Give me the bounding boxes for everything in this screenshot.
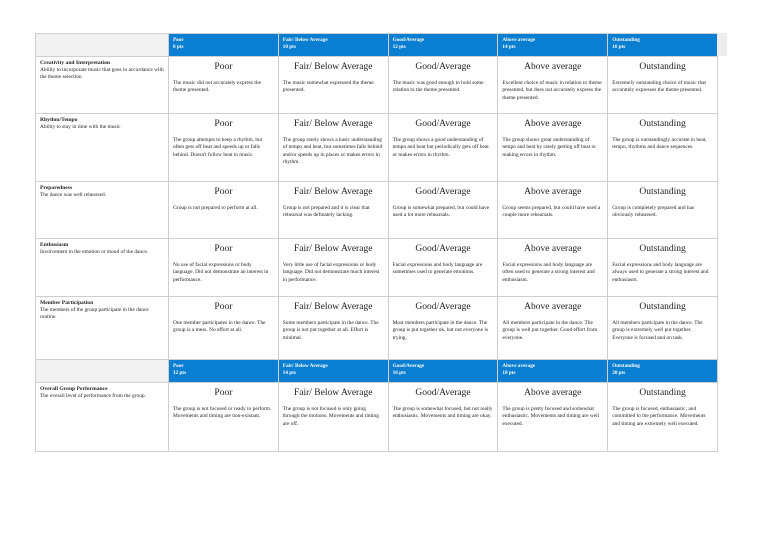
level-points: 8 pts xyxy=(173,44,184,50)
header-level-poor xyxy=(169,360,279,383)
rating-text: Facial expressions and body language are often used to generate a strong interest and enthusiasm. xyxy=(502,262,595,283)
header-row xyxy=(36,34,718,57)
criterion-title: Member Participation xyxy=(40,300,94,306)
criterion-cell xyxy=(36,182,169,239)
criterion-title: Preparedness xyxy=(40,185,73,191)
rating-level: Good/Average xyxy=(415,187,471,197)
rating-text: The music somewhat expressed the theme presented. xyxy=(282,80,374,94)
rating-text: Very little use of facial expressions or body language. Did not demonstrate much interest in performance. xyxy=(282,262,380,283)
criterion-title: Creativity and Interpretation xyxy=(40,60,111,66)
rating-cell xyxy=(498,114,608,182)
header-level-outstanding xyxy=(608,360,718,383)
rating-text: Group is not prepared and it is clear that rehearsal was definately lacking. xyxy=(282,205,370,219)
rating-text: The group rarely shows a basic understanding of tempo and beat, but sometimes falls behind and/or speeds up in places or makes errors in rhythm. xyxy=(282,137,383,166)
criterion-description: The members of the group participate in the dance routine. xyxy=(40,307,149,320)
header-level-good xyxy=(388,34,498,57)
level-label: Fair/ Below Average xyxy=(282,363,328,369)
rating-cell xyxy=(388,239,498,297)
rating-text: Facial expressions and body language are sometimes used to generate emotions. xyxy=(392,262,483,276)
rating-cell xyxy=(278,297,388,360)
rating-level: Good/Average xyxy=(415,302,471,312)
rating-level: Fair/ Below Average xyxy=(293,62,373,72)
level-points: 14 pts xyxy=(502,44,516,50)
criterion-title: Enthusiasm xyxy=(40,242,69,248)
rating-cell xyxy=(498,297,608,360)
criterion-description: The dance was well rehearsed. xyxy=(40,192,107,198)
level-label: Above average xyxy=(502,37,536,43)
rating-level: Fair/ Below Average xyxy=(293,244,373,254)
rating-text: The group is somewhat focused, but not really enthusiastic. Movements and timing are okay. xyxy=(392,406,493,420)
level-points: 16 pts xyxy=(612,44,626,50)
criterion-row xyxy=(36,239,718,297)
rating-text: Some members participate in the dance. The group is not put together at all. Effort is minimal. xyxy=(282,320,379,341)
rating-text: The group is not focused is only going through the motions. Movements and timing are off. xyxy=(282,406,379,427)
level-label: Above average xyxy=(502,363,536,369)
rating-cell xyxy=(388,182,498,239)
rating-text: The music did not accurately express the theme presented. xyxy=(173,80,262,94)
rating-level: Poor xyxy=(214,119,233,129)
criterion-description: Ability to incorporate music that goes in accordance with the theme selection xyxy=(40,67,164,80)
header-level-outstanding xyxy=(608,34,718,57)
rating-text: Excellent choice of music in relation to theme presented, but does not accurately express the theme presented. xyxy=(502,80,602,101)
level-points: 12 pts xyxy=(173,370,187,376)
rating-cell xyxy=(388,114,498,182)
level-label: Outstanding xyxy=(612,363,640,369)
level-label: Poor xyxy=(173,363,184,369)
criterion-cell xyxy=(36,114,169,182)
header-corner-cell xyxy=(36,34,169,57)
rubric-table xyxy=(35,33,718,452)
rating-level: Above average xyxy=(524,302,582,312)
rating-text: Extremely outstanding choice of music that accurately expresses the theme presented. xyxy=(612,80,707,94)
criterion-row xyxy=(36,57,718,114)
rating-cell xyxy=(608,182,718,239)
criterion-cell xyxy=(36,57,169,114)
criterion-description: Involvement in the emotion or mood of the dance. xyxy=(40,249,149,255)
rating-text: Group seems prepared, but could have used a couple more rehearsals. xyxy=(502,205,601,219)
rating-cell xyxy=(498,182,608,239)
header-level-good xyxy=(388,360,498,383)
rating-cell xyxy=(278,57,388,114)
rating-level: Good/Average xyxy=(415,62,471,72)
rating-level: Poor xyxy=(214,302,233,312)
rating-level: Good/Average xyxy=(415,119,471,129)
rating-level: Above average xyxy=(524,187,582,197)
rating-level: Outstanding xyxy=(639,119,686,129)
criterion-title: Rhythm/Tempo xyxy=(40,117,78,123)
rating-text: The group attempts to keep a rhythm, but often gets off beat and speeds up or falls behind. Doesn't follow beat in music. xyxy=(173,137,263,158)
rating-level: Fair/ Below Average xyxy=(293,119,373,129)
rating-cell xyxy=(498,383,608,452)
rating-text: All members participate in the dance. The group is well put together. Good effort from everyone. xyxy=(502,320,598,341)
header-level-above xyxy=(498,34,608,57)
rating-text: Group is somewhat prepared, but could have used a lot more rehearsals. xyxy=(392,205,490,219)
rating-text: Group is completely prepared and has obviously rehearsed. xyxy=(612,205,695,219)
header-level-fair xyxy=(278,34,388,57)
rating-level: Outstanding xyxy=(639,302,686,312)
rating-cell xyxy=(388,383,498,452)
header-level-above xyxy=(498,360,608,383)
rating-level: Poor xyxy=(214,244,233,254)
criterion-cell xyxy=(36,297,169,360)
rating-text: The group is not focused or ready to perform. Movements and timing are non-existant. xyxy=(173,406,272,420)
rating-cell xyxy=(169,114,279,182)
rating-level: Outstanding xyxy=(639,62,686,72)
rating-text: The group shows great understanding of tempo and beat by rarely getting off beat or making errors in rhythm. xyxy=(502,137,596,158)
rating-level: Outstanding xyxy=(639,244,686,254)
rating-level: Outstanding xyxy=(639,388,686,398)
rating-level: Poor xyxy=(214,187,233,197)
rating-cell xyxy=(169,239,279,297)
level-label: Outstanding xyxy=(612,37,640,43)
rating-cell xyxy=(278,239,388,297)
level-points: 12 pts xyxy=(392,44,406,50)
rating-cell xyxy=(608,297,718,360)
rating-text: The group shows a good understanding of tempo and beat but periodically gets off beat or makes errors in rhythm. xyxy=(392,137,489,158)
rating-cell xyxy=(169,182,279,239)
rating-cell xyxy=(169,57,279,114)
level-label: Poor xyxy=(173,37,184,43)
rating-level: Outstanding xyxy=(639,187,686,197)
rating-text: One member participates in the dance. The group is a mess. No effort at all. xyxy=(173,320,266,334)
rating-cell xyxy=(388,297,498,360)
rating-text: The group is pretty focused and somewhat enthusiastic. Movements and timing are well executed. xyxy=(502,406,600,427)
page-edge-strip xyxy=(717,33,727,56)
level-label: Fair/ Below Average xyxy=(282,37,328,43)
criterion-description: The overall level of performance from the group. xyxy=(40,393,146,399)
rating-cell xyxy=(388,57,498,114)
rating-level: Above average xyxy=(524,62,582,72)
header-level-poor xyxy=(169,34,279,57)
rating-text: All members participate in the dance. The group is extremely well put together. Everyone is focused and on task. xyxy=(612,320,703,341)
rating-text: No use of facial expressions or body language. Did not demonstrate an interest in performance. xyxy=(173,262,269,283)
rating-cell xyxy=(608,383,718,452)
rating-cell xyxy=(169,383,279,452)
rating-text: Most members participate in the dance. The group is put together ok, but not everyone is trying. xyxy=(392,320,488,341)
rating-cell xyxy=(608,239,718,297)
level-label: Good/Average xyxy=(392,37,425,43)
level-points: 14 pts xyxy=(282,370,296,376)
criterion-cell xyxy=(36,383,169,452)
level-points: 20 pts xyxy=(612,370,626,376)
criterion-description: Ability to stay in time with the music xyxy=(40,124,121,130)
header-corner-cell xyxy=(36,360,169,383)
rating-level: Above average xyxy=(524,119,582,129)
level-points: 18 pts xyxy=(502,370,516,376)
criterion-row xyxy=(36,114,718,182)
level-points: 16 pts xyxy=(392,370,406,376)
level-label: Good/Average xyxy=(392,363,425,369)
rating-level: Good/Average xyxy=(415,388,471,398)
rating-cell xyxy=(169,297,279,360)
rating-text: The group is outstandingly accurate in beat, tempo, rhythms and dance sequences. xyxy=(612,137,707,151)
criterion-row xyxy=(36,383,718,452)
rating-cell xyxy=(498,239,608,297)
rating-cell xyxy=(608,57,718,114)
header-level-fair xyxy=(278,360,388,383)
rating-cell xyxy=(498,57,608,114)
criterion-row xyxy=(36,297,718,360)
rating-level: Good/Average xyxy=(415,244,471,254)
rating-text: The group is focused, enthusiastic, and committed to the performance. Movements and timing are extremely well executed. xyxy=(612,406,706,427)
rating-cell xyxy=(278,114,388,182)
criterion-row xyxy=(36,182,718,239)
rating-cell xyxy=(278,383,388,452)
rating-level: Poor xyxy=(214,388,233,398)
rating-level: Fair/ Below Average xyxy=(293,187,373,197)
rating-level: Fair/ Below Average xyxy=(293,302,373,312)
header-row xyxy=(36,360,718,383)
rating-text: Group is not prepared to perform at all. xyxy=(173,205,258,211)
rating-level: Fair/ Below Average xyxy=(293,388,373,398)
rating-level: Above average xyxy=(524,388,582,398)
rating-level: Above average xyxy=(524,244,582,254)
rating-text: The music was good enough to hold some relation to the theme presented. xyxy=(392,80,484,94)
rating-cell xyxy=(278,182,388,239)
level-points: 10 pts xyxy=(282,44,296,50)
criterion-title: Overall Group Performance xyxy=(40,386,108,392)
rating-cell xyxy=(608,114,718,182)
rating-level: Poor xyxy=(214,62,233,72)
criterion-cell xyxy=(36,239,169,297)
rating-text: Facial expressions and body language are always used to generate a strong interest and enthusiasm. xyxy=(612,262,709,283)
